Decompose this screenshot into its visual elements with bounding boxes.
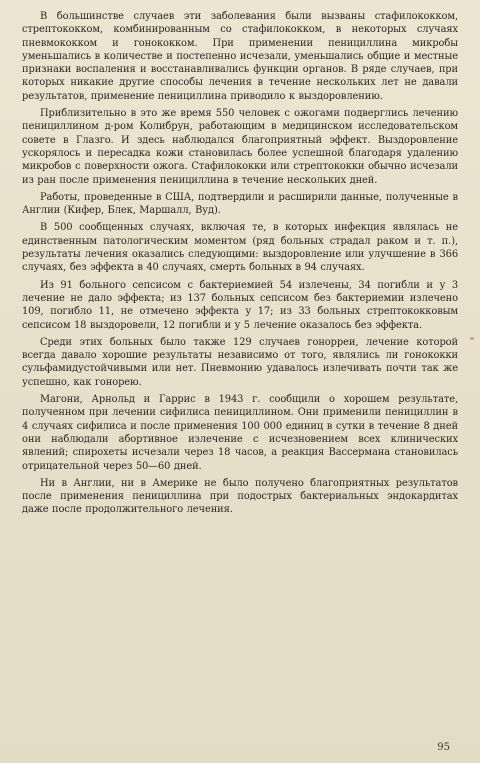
paragraph-8: Ни в Англии, ни в Америке не было получено благоприятных результатов после применения пенициллина при подострых бактериальных эндокардитах даже после продолжительного лечения.	[22, 477, 458, 516]
margin-mark	[470, 337, 474, 340]
paragraph-3: Работы, проведенные в США, подтвердили и расширили данные, полученные в Англии (Кифер, Блек, Маршалл, Вуд).	[22, 191, 458, 217]
paragraph-2: Приблизительно в это же время 550 человек с ожогами подверглись лечению пенициллином д-ром Колибрун, работающим в медицинском исследовательском совете в Глазго. И здесь наблюдался благоприятный эффект. Выздоровление ускорялось и пересадка кожи становилась более успешной благодаря удалению микробов с поверхности ожога. Стафилококки или стрептококки обычно исчезали из ран после применения пенициллина в течение нескольких дней.	[22, 108, 458, 186]
paragraph-4: В 500 сообщенных случаях, включая те, в которых инфекция являлась не единственным патологическим моментом (ряд больных страдал раком и т. п.), результаты лечения оказались следующими: выздоровление или улучшение в 366 случаях, без эффекта в 40 случаях, смерть больных в 94 случаях.	[22, 222, 458, 274]
paragraph-7: Магони, Арнольд и Гаррис в 1943 г. сообщили о хорошем результате, полученном при лечении сифилиса пенициллином. Они применили пенициллин в 4 случаях сифилиса и после применения 100 000 единиц в сутки в течение 8 дней они наблюдали абортивное излечение с исчезновением всех клинических явлений; спирохеты исчезали через 18 часов, а реакция Вассермана становилась отрицательной через 50—60 дней.	[22, 394, 458, 472]
paragraph-6: Среди этих больных было также 129 случаев гонорреи, лечение которой всегда давало хорошие результаты независимо от того, являлись ли гонококки сульфамидустойчивыми или нет. Пневмонию удавалось излечивать почти так же успешно, как гонорею.	[22, 336, 458, 388]
page-number: 95	[437, 742, 450, 753]
paragraph-5: Из 91 больного сепсисом с бактериемией 54 излечены, 34 погибли и у 3 лечение не дало эффекта; из 137 больных сепсисом без бактериемии излечено 109, погибло 11, не отмечено эффекта у 17; из 33 больных стрептококковым сепсисом 18 выздоровели, 12 погибли и у 5 лечение оказалось без эффекта.	[22, 279, 458, 331]
paragraph-1: В большинстве случаев эти заболевания были вызваны стафилококком, стрептококком, комбинированным со стафилококком, в некоторых случаях пневмококком и гонококком. При применении пенициллина микробы уменьшались в количестве и постепенно исчезали, уменьшались общие и местные признаки воспаления и восстанавливались функции органов. В ряде случаев, при которых никакие другие способы лечения в течение нескольких лет не давали результатов, применение пенициллина приводило к выздоровлению.	[22, 11, 458, 102]
